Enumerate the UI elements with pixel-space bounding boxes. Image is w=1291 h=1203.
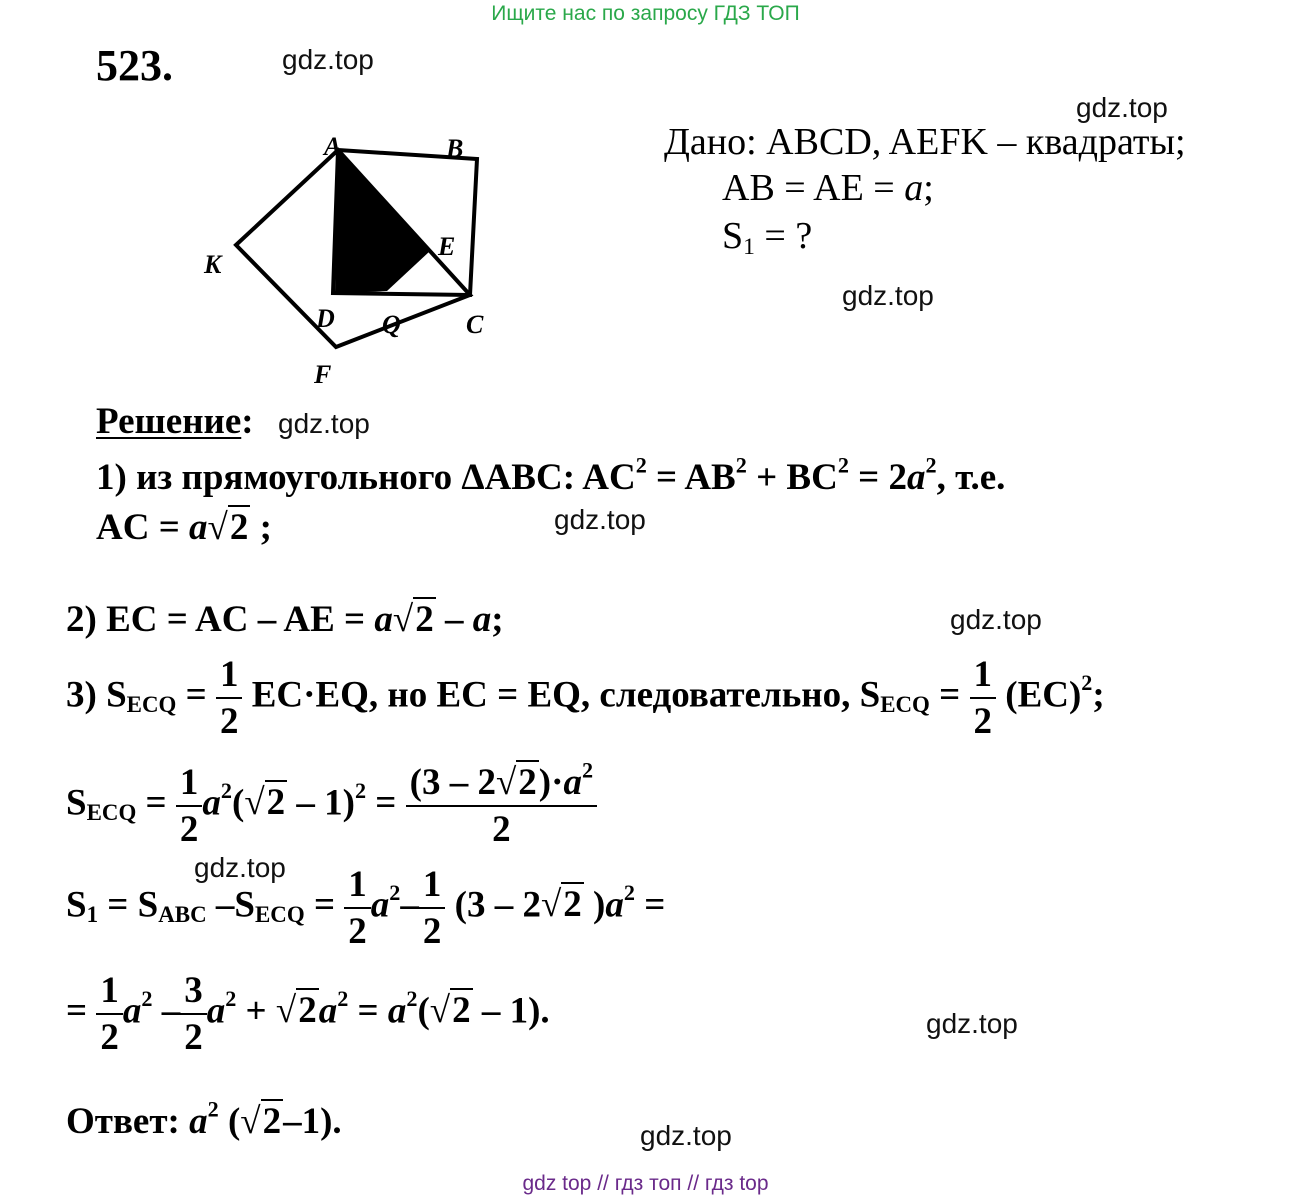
watermark: gdz.top xyxy=(282,44,374,75)
shaded-region xyxy=(335,150,430,293)
watermark: gdz.top xyxy=(554,504,646,535)
label-b: B xyxy=(446,134,464,163)
step-1: 1) из прямоугольного ΔABC: $AC^2 = AB^2 + BC^2 = 2a^2$, т.е. xyxy=(96,452,1006,498)
given-line-3: $S_1$ = ? xyxy=(722,215,813,260)
answer: Ответ: $a^2$ (√2–1). xyxy=(66,1096,342,1142)
label-c: C xyxy=(466,310,484,339)
step-1-line-2: AC = a√2 ; xyxy=(96,507,272,548)
solution-heading: Решение: xyxy=(96,401,254,442)
watermark: gdz.top xyxy=(926,1008,1018,1039)
s1-formula: $S_1 = S_{ABC}$ $-S_{ECQ}$ = $\frac{1}{2}$ $a^2-$ $\frac{1}{2}$ (3 – 2√2 )$a^2$ = xyxy=(66,864,666,952)
s1-simplified: = $\frac{1}{2}$ $a^2$ – $\frac{3}{2}$ $a^2 + √2a^2 = a^2(√2 - 1)$. xyxy=(66,970,550,1058)
label-q: Q xyxy=(382,310,401,339)
watermark: gdz.top xyxy=(640,1120,732,1151)
label-e: E xyxy=(438,232,456,261)
problem-number: 523. xyxy=(96,41,173,90)
label-d: D xyxy=(316,304,335,333)
given-line-2: AB = AE = a; xyxy=(722,167,934,209)
geometry-figure xyxy=(190,125,510,395)
watermark: gdz.top xyxy=(278,408,370,439)
step-2: 2) EC = AC – AE = a√2 – a; xyxy=(66,599,504,640)
label-a: A xyxy=(324,132,342,161)
label-k: K xyxy=(204,250,222,279)
secq-formula: $S_{ECQ}$ = $\frac{1}{2}$ $a^2(√2 - 1)^2$ = $\frac{(3 - 2√2)\cdot a^2}{2}$ xyxy=(66,764,597,848)
watermark: gdz.top xyxy=(1076,92,1168,123)
label-f: F xyxy=(314,360,332,389)
watermark: gdz.top xyxy=(950,604,1042,635)
watermark: gdz.top xyxy=(194,852,286,883)
given-line-1: Дано: ABCD, AEFK – квадраты; xyxy=(664,121,1186,163)
bottom-banner: gdz top // гдз топ // гдз top xyxy=(522,1172,769,1195)
watermark: gdz.top xyxy=(842,280,934,311)
step-3: 3) $S_{ECQ}$ = $\frac{1}{2}$ EC·EQ, но EC = EQ, следовательно, $S_{ECQ}$ = $\frac{1}{2}$ (EC)$^2$; xyxy=(66,654,1105,742)
top-banner: Ищите нас по запросу ГДЗ ТОП xyxy=(491,2,800,25)
